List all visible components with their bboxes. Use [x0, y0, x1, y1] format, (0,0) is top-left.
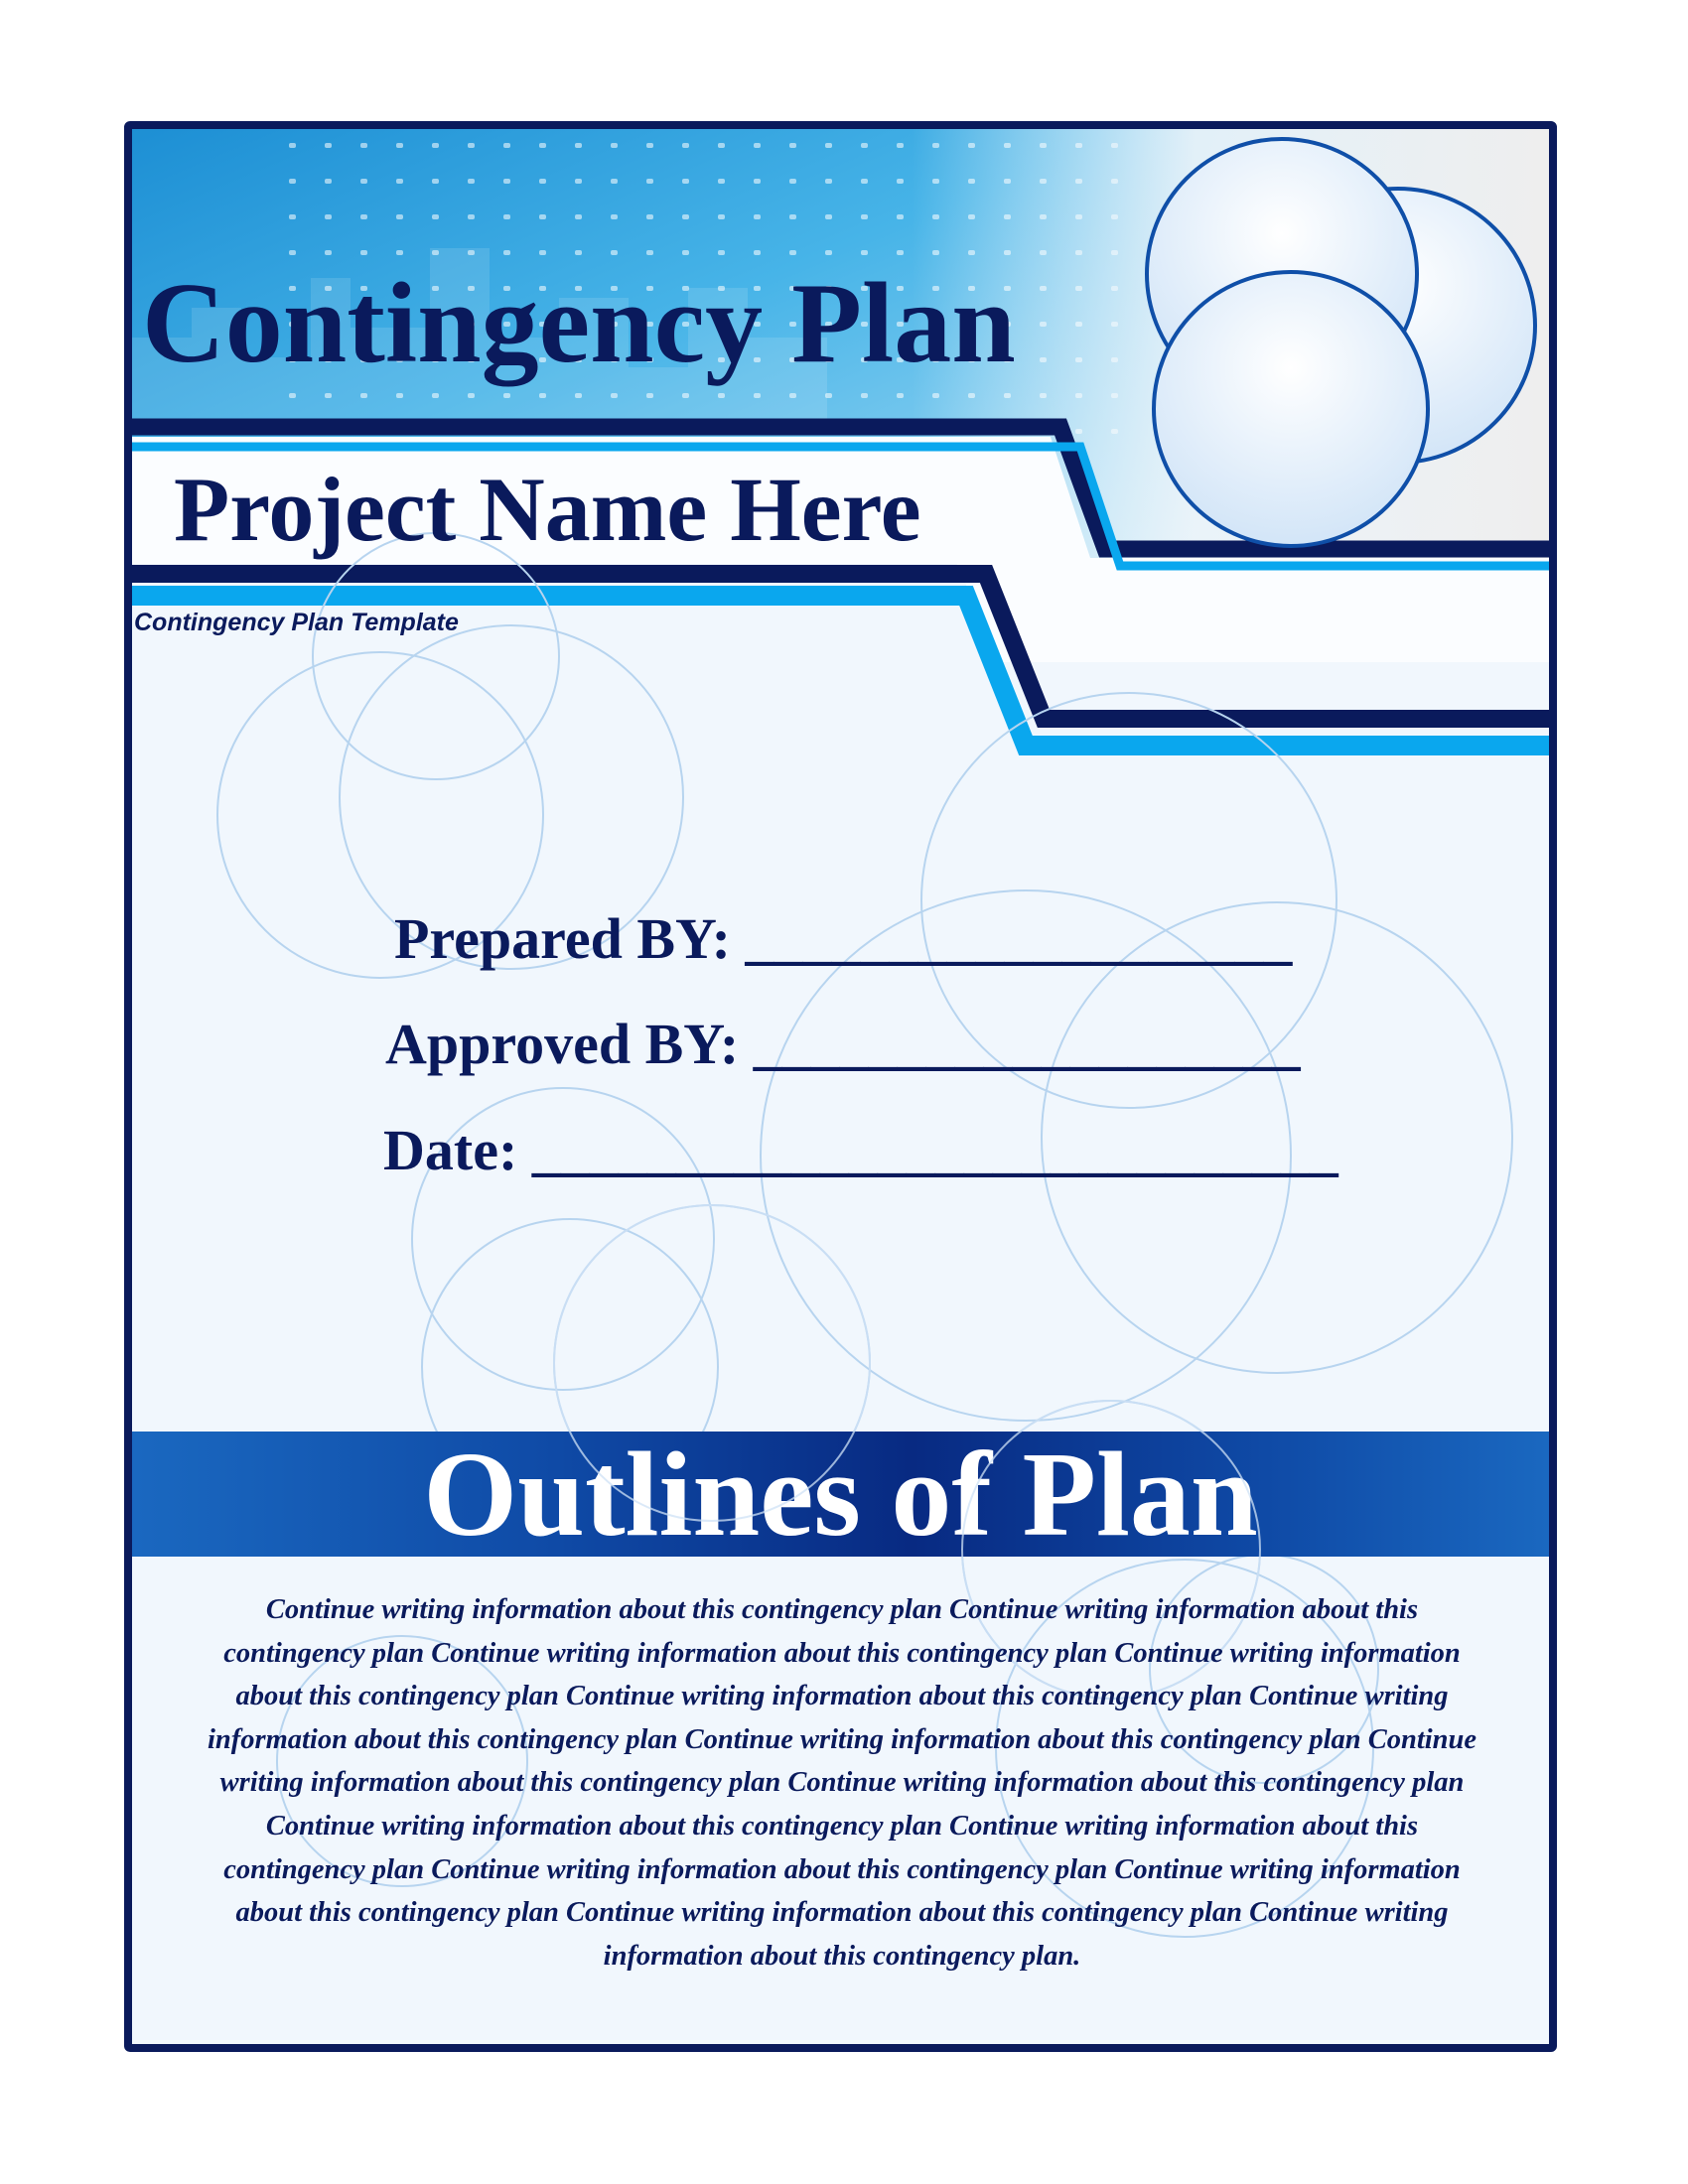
project-name: Project Name Here: [174, 459, 921, 560]
page-frame: [124, 121, 1557, 2052]
outline-heading: Outlines of Plan: [423, 1428, 1258, 1562]
outline-body-text: Continue writing information about this contingency plan Continue writing information about this contingency plan Continue writing information about this contingency plan Continue writing information about this contingency plan Continue writing information about this contingency plan Continue writing information about this contingency plan Continue writing information about this contingency plan Continue writing information about this contingency plan Continue writing information about this contingency plan Continue writing information about this contingency plan Continue writing information about this contingency plan Continue writing information about this contingency plan Continue writing information about this contingency plan Continue writing information about this contingency plan Continue writing information about this contingency plan.: [207, 1594, 1477, 1972]
approved-by-field: Approved BY: ___________________: [385, 1012, 1301, 1076]
document-title: Contingency Plan: [142, 260, 1016, 387]
template-label: Contingency Plan Template: [134, 609, 459, 636]
date-field: Date: ____________________________: [383, 1118, 1338, 1182]
prepared-by-field: Prepared BY: ___________________: [394, 906, 1293, 971]
